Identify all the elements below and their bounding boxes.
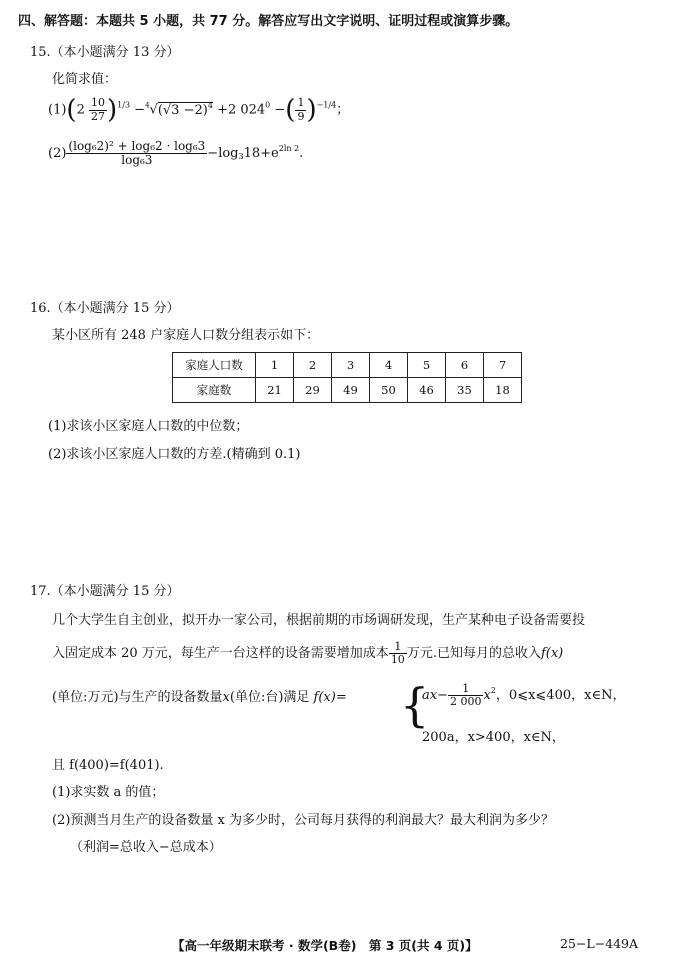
- q15-part2: (2) $\frac{\text{(log₆2)² + log₆2 · log₆3}}{\text{log₆3}}$ $-\log_318+e^{2ln 2}$.: [48, 139, 304, 168]
- table-cell: 46: [408, 378, 446, 403]
- footer-code: 25−L−449A: [560, 936, 639, 951]
- table-row: [173, 353, 522, 378]
- table-cell: 5: [408, 353, 446, 378]
- footer-page-info: 【高一年级期末联考 · 数学(B卷) 第 3 页(共 4 页)】: [172, 938, 478, 953]
- piecewise-case1: ax− $\frac{1}{2 000}$ $x^2$，0⩽x⩽400，x∈N，: [422, 682, 626, 709]
- table-cell: 3: [332, 353, 370, 378]
- q16-intro: 某小区所有 248 户家庭人口数分组表示如下：: [52, 328, 320, 343]
- q15-part2-fraction: $\frac{\text{(log₆2)² + log₆2 · log₆3}}{\text{log₆3}}$: [68, 139, 206, 168]
- q17-part1: (1)求实数 a 的值；: [52, 785, 165, 800]
- q16-part2: (2)求该小区家庭人口数的方差.(精确到 0.1): [48, 447, 301, 462]
- q17-line3: (单位:万元)与生产的设备数量x(单位:台)满足 f(x)=: [52, 690, 347, 705]
- q15-part1-whole: 2: [76, 102, 85, 118]
- piecewise-brace: {: [400, 678, 430, 732]
- table-cell: 35: [446, 378, 484, 403]
- q15-part1-exp2: −1/4: [316, 100, 337, 110]
- q17-line1: 几个大学生自主创业，拟开办一家公司，根据前期的市场调研发现，生产某种电子设备需要投: [52, 613, 586, 628]
- table-row-label: 家庭人口数: [173, 353, 256, 378]
- table-cell: 6: [446, 353, 484, 378]
- table-cell: 50: [370, 378, 408, 403]
- q16-header: 16.（本小题满分 15 分）: [30, 301, 180, 316]
- q15-header: 15.（本小题满分 13 分）: [30, 45, 180, 60]
- q17-part2: (2)预测当月生产的设备数量 x 为多少时，公司每月获得的利润最大？最大利润为多少？: [52, 813, 555, 828]
- table-cell: 49: [332, 378, 370, 403]
- table-row: [173, 378, 522, 403]
- section-heading: 四、解答题：本题共 5 小题，共 77 分。解答应写出文字说明、证明过程或演算步骤。: [18, 14, 519, 29]
- q15-part2-label: (2): [48, 146, 67, 162]
- q17-case1-fraction: $\frac{1}{2 000}$: [449, 682, 482, 709]
- q15-part1-term2: +2 024: [217, 102, 266, 118]
- table-cell: 1: [256, 353, 294, 378]
- piecewise-case2: 200a，x>400，x∈N，: [422, 730, 565, 745]
- q15-part1-root-index: 4: [145, 101, 150, 110]
- q17-part2-note: （利润=总收入−总成本）: [70, 840, 222, 855]
- q17-condition: 且 f(400)=f(401).: [52, 758, 164, 773]
- table-cell: 7: [484, 353, 522, 378]
- q15-part1-fraction2: $\frac{1}{9}$: [297, 96, 305, 123]
- q16-part1: (1)求该小区家庭人口数的中位数；: [48, 419, 249, 434]
- q15-part1-fraction: $\frac{10}{27}$: [91, 96, 105, 123]
- table-cell: 4: [370, 353, 408, 378]
- q15-part1-root-body: $(√3 -2)^4$: [157, 100, 213, 118]
- table-cell: 29: [294, 378, 332, 403]
- q15-part1-exp1: 1/3: [117, 100, 131, 110]
- table-cell: 18: [484, 378, 522, 403]
- q15-part1-label: (1): [48, 102, 67, 118]
- table-row-label: 家庭数: [173, 378, 256, 403]
- table-cell: 21: [256, 378, 294, 403]
- q15-intro: 化简求值：: [52, 72, 118, 87]
- q15-part1: (1)(2 $\frac{10}{27}$ )$^{1/3} -^4√(√3 -2)^4 +2$ $024^0$ −( $\frac{1}{9}$ )$^{-1/4}$；: [48, 95, 350, 125]
- table-cell: 2: [294, 353, 332, 378]
- q17-line2: 入固定成本 20 万元，每生产一台这样的设备需要增加成本 $\frac{1}{10}$ 万元.已知每月的总收入f(x): [52, 640, 564, 667]
- q17-cost-fraction: $\frac{1}{10}$: [390, 640, 405, 667]
- household-table: [172, 352, 522, 403]
- q17-header: 17.（本小题满分 15 分）: [30, 584, 180, 599]
